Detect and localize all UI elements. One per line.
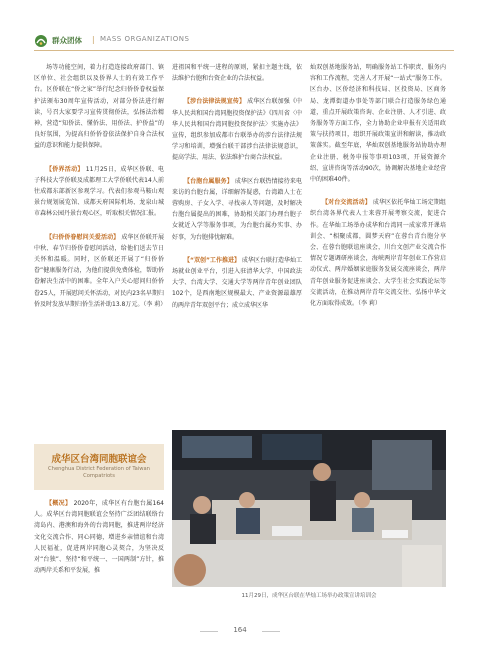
organization-logo-icon	[34, 34, 48, 48]
section-tag: 【归侨侨眷慰问关爱活动】	[46, 233, 120, 241]
paragraph	[310, 197, 446, 309]
paragraph-text: 2020年，成华区有台胞台属164人。成华区台湾同胞联谊会坚持广泛团结联络台湾岛内、港澳和海外的台湾同胞，推进两岸经济文化交流合作、同心同德，增进乡亲情谊和台湾人民福祉，促进两岸同胞心灵契合，为坚决反对“台独”、坚持“和平统一、一国两制”方针，推动两岸关系和平发展，推	[34, 500, 164, 575]
page-footer	[200, 626, 280, 638]
footer-rule	[262, 631, 280, 632]
section-tag: 【侨界活动】	[46, 165, 84, 173]
paragraph-text: 成华区依托华灿工场定期组织台湾各界代表人士来蓉开展考察交流，促进合作。在华灿工场举办成华和台湾同一成家常开课培训会、“相聚成都，圆梦天府”在蓉台青台胞分享会、在蓉台胞联谊座谈会，川台文创产业交流合作情况专题调研座谈会，海峡两岸青年创业工作营启动仪式、两岸婚姻家庭服务发展交流座谈会，两岸青年创业服务促进座谈会、大学生社会实践论坛等交流活动，在推动两岸青年交流交往、弘扬中华文化方面取得成效。（李 莉）	[310, 199, 446, 308]
paragraph	[172, 255, 302, 311]
page-number: 164	[233, 626, 247, 634]
paragraph	[34, 232, 167, 310]
paragraph: 进祖国和平统一进程的原则，紧扣主题主线，依法维护台胞和台资企业的合法权益。	[172, 64, 302, 83]
section-tag: 【概况】	[46, 500, 72, 507]
meeting-photo	[172, 430, 446, 587]
column-1-continued	[34, 498, 164, 576]
paragraph	[172, 176, 302, 243]
paragraph	[34, 498, 164, 576]
paragraph: 场等功能空间，着力打造连接政府部门、镇区单位、社会组织以及侨界人士的有效工作平台。区侨联在“侨之家”举行纪念归侨侨眷权益保护法颁布30周年宣传活动，对部分侨法进行解读，号召大家要学习宣传贯彻侨法，弘扬法治精神，营造“知侨法、懂侨法、用侨法、护侨益”的良好氛围，为提高归侨侨眷依法保护自身合法权益的意识和能力提供保障。	[34, 64, 164, 150]
paragraph-text: 成华区台联加强《中华人民共和国台湾同胞投资保护法》《四川省〈中华人民共和国台湾同胞投资保护法〉实施办法》宣传，组织参加成都市台联举办的涉台法律法规学习和培训，增强台联干部涉台法律法规意识，提高学法、用法、依法维护台商合法权益。	[172, 98, 302, 162]
paragraph: 灿双创基地服务站，明确服务站工作职责、服务内容和工作流程，完善人才开展“一站式”服务工作。区台办、区侨经济和科技局、区投资局、区商务局、龙潭街道办事处等部门联合打造服务绿色通道，重点开展政策咨询、企业注册、人才引进、政务服务等方面工作，全力协助企业申报有关适用政策与扶持项目，组织开展政策宣讲和解读，推动政策落实。截至年底，华灿双创基地服务站协助办理企业注册、税务申报等事项103项，开展资源介绍、宣讲咨询等活动90次，协调解决基地企业经营中的困难40件。	[310, 64, 446, 184]
section-tag: 【涉台法律法规宣传】	[184, 98, 246, 106]
paragraph-text: 11月25日，成华区侨联、电子科技大学侨联及成都理工大学侨联代表14人前往成都东部新区参观学习。代表们参观马鞍山观景台规划展览馆、成都天府国际机场、龙泉山城市森林公园丹景台观心区，听取相关情况汇报。	[34, 165, 164, 218]
section-tag: 【“双创”工作推进】	[184, 256, 240, 264]
section-tag: 【对台交流活动】	[322, 199, 371, 207]
paragraph	[34, 164, 164, 220]
column-1	[34, 62, 167, 310]
paragraph-text: 成华区台联打造华灿工场就业创业平台，引进入驻清华大学、中国政法大学、台湾大学、交通大学等两岸青年创业团队102个，是西南地区规模最大、产业资源最雄厚的两岸青年双创平台；成立成华区华	[172, 256, 302, 309]
column-2	[172, 62, 302, 311]
organization-banner	[34, 444, 164, 490]
page-header	[34, 34, 454, 51]
organization-english-title: Chenghua District Federation of Taiwan Compatriots	[48, 466, 150, 479]
section-tag: 【台胞台属服务】	[184, 177, 233, 185]
section-english-title: MASS ORGANIZATIONS	[100, 35, 190, 43]
column-3	[310, 62, 446, 309]
section-title: 群众团体	[52, 36, 82, 45]
photo-caption: 11月29日，成华区台联在华灿工场举办政策宣讲培训会	[241, 593, 377, 599]
paragraph-text: 成华区侨联开展中秋、春节归侨侨眷慰问活动，给他们送去节日关怀和温暖。同时，区侨联还开展了“归侨侨眷”健康服务行动，为他们提供免费体检，帮助侨眷解决生活中的困难。全年入户关心慰问归侨侨眷25人，开展慰问关怀活动，对民内23名早期归侨及时发放早期归侨生活补助13.8万元。（李 莉）	[34, 233, 167, 308]
header-separator: |	[92, 35, 95, 44]
paragraph	[172, 96, 302, 163]
organization-title: 成华区台湾同胞联谊会	[51, 454, 147, 465]
paragraph-text: 成华区台联热情接待来电来访的台胞台属，详细解答疑惑，台湾籍人士在蓉购房、子女入学、寻找亲人等问题，及时解决台胞台属提出的困难，协助相关部门办理台胞子女就近入学等服务事项，为台胞台属办实事、办好事，为台胞排忧解难。	[172, 177, 302, 241]
